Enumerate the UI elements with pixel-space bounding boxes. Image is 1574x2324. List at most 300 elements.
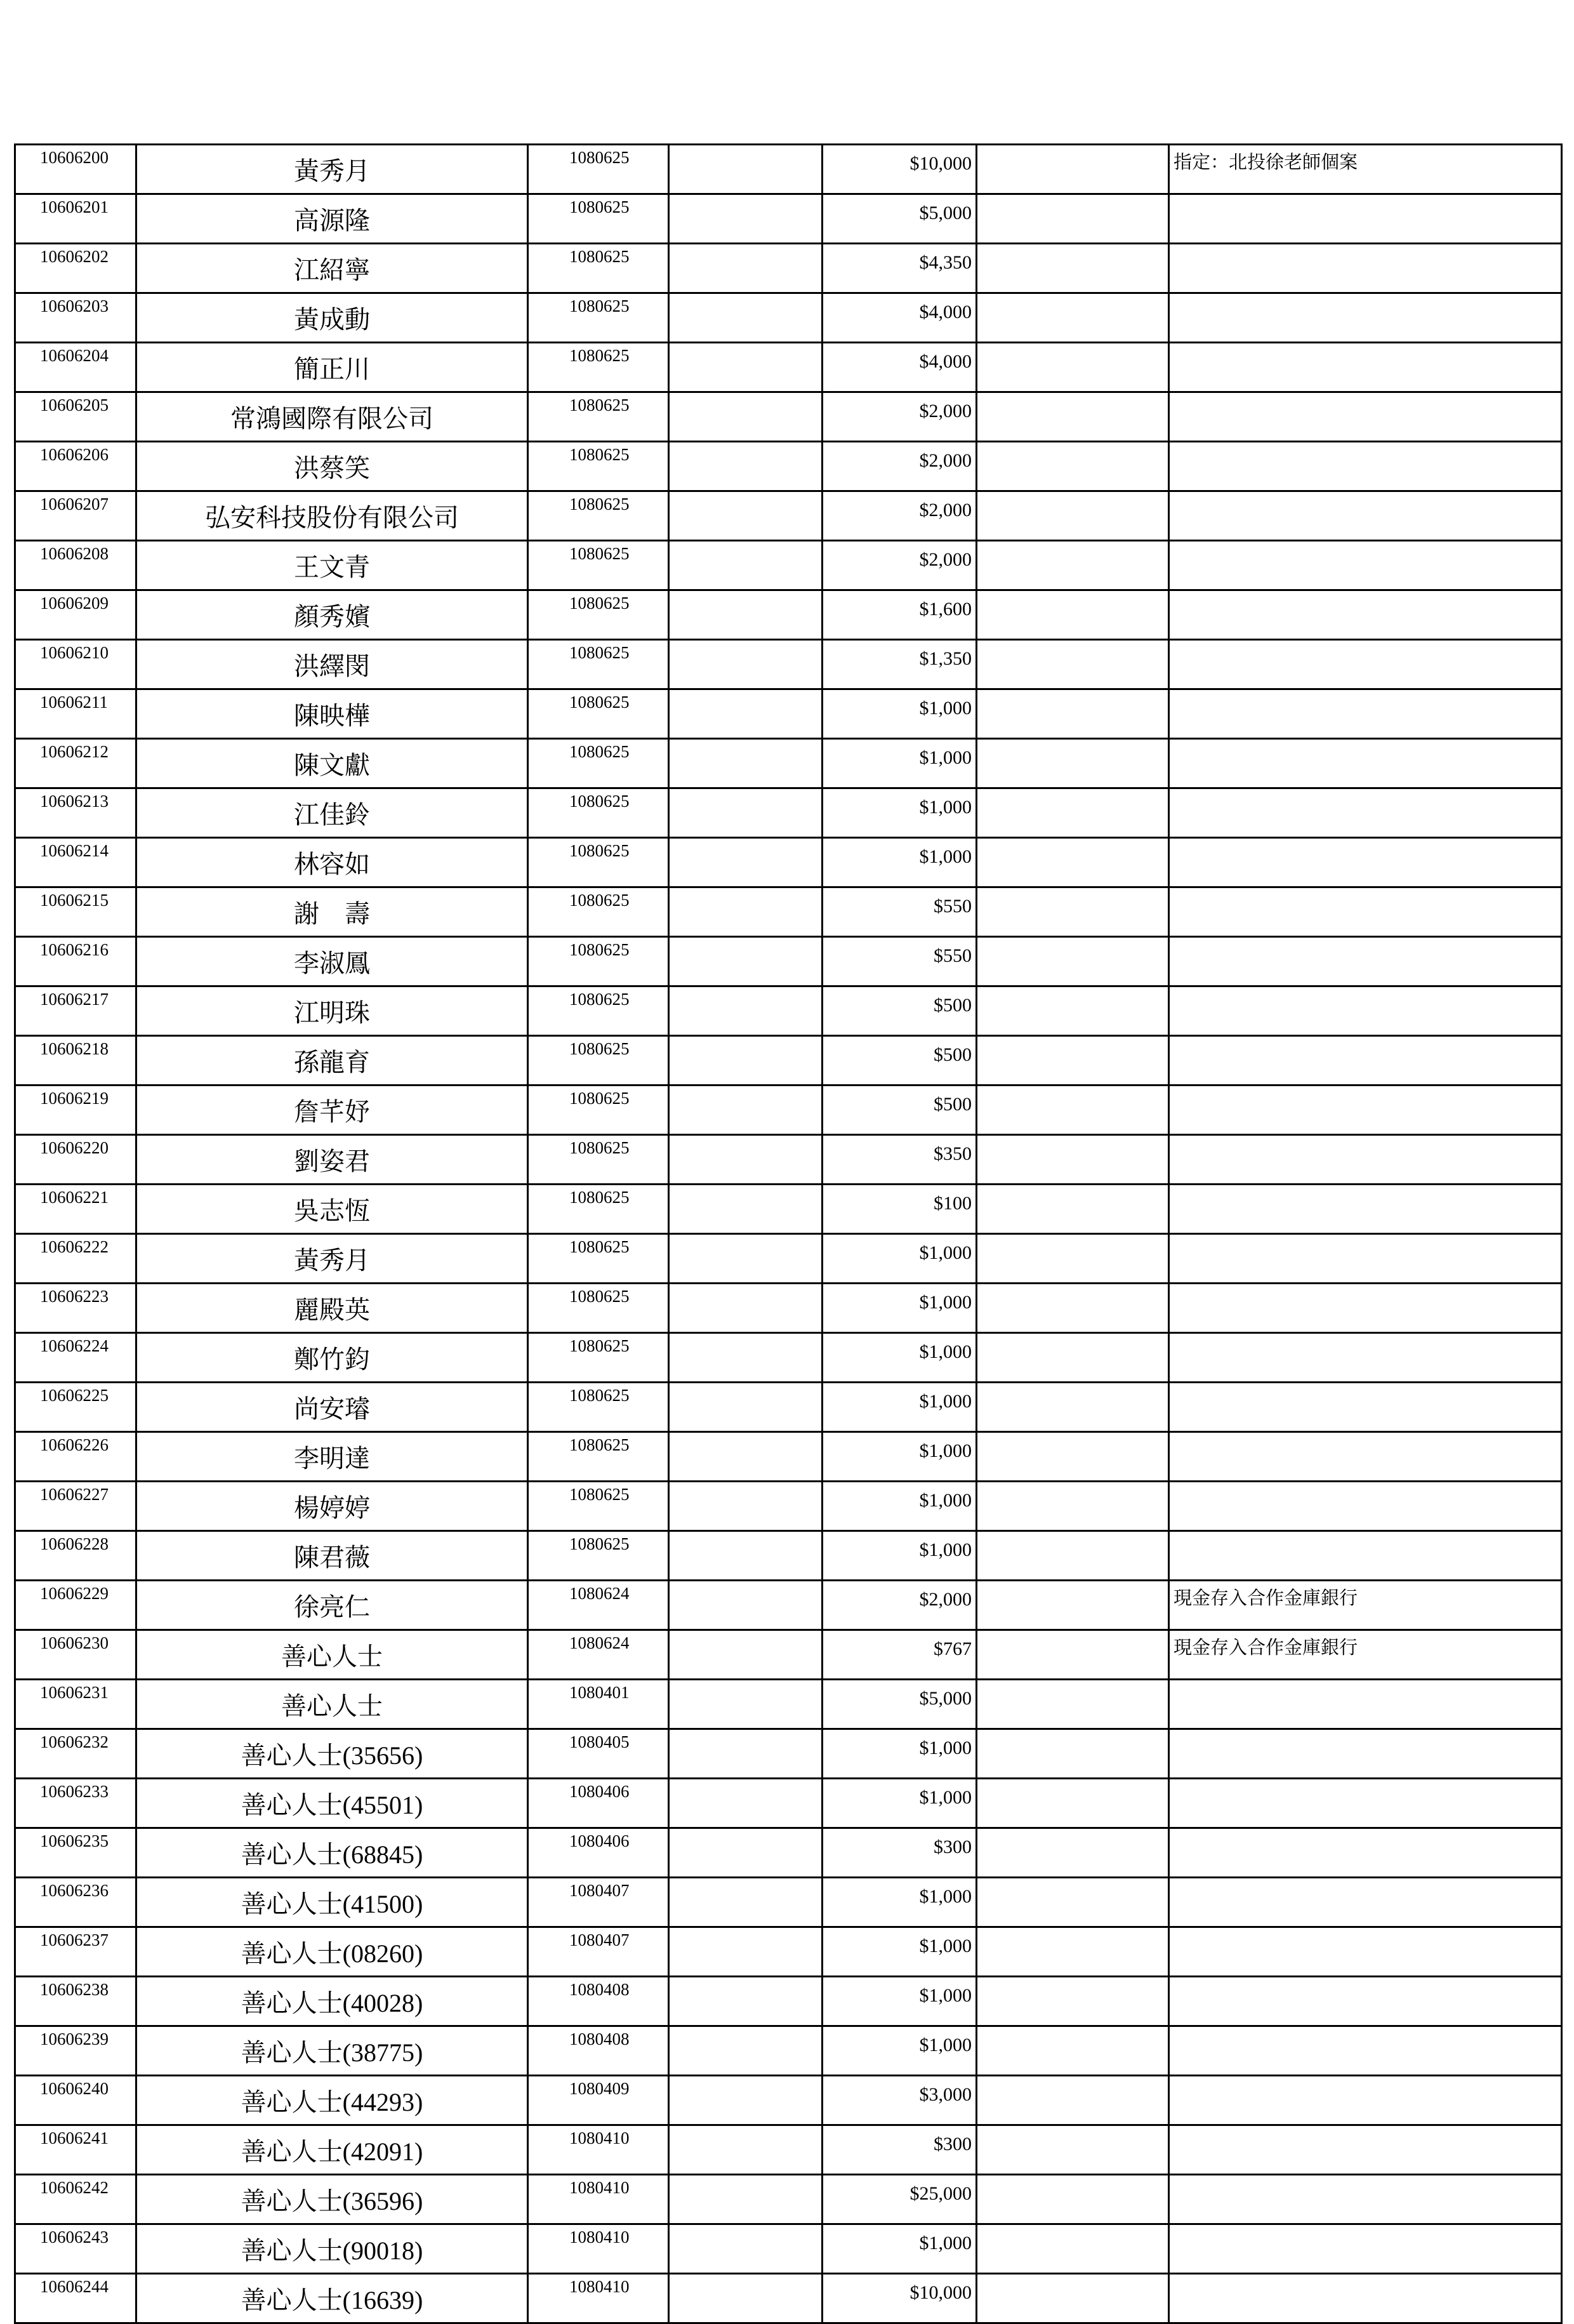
note-cell <box>1169 2175 1562 2224</box>
blank-cell <box>977 2026 1169 2076</box>
donation-date-cell: 1080625 <box>528 541 669 590</box>
blank-cell <box>669 194 823 244</box>
donor-name-cell: 洪繹閔 <box>136 640 528 689</box>
donor-name-cell: 劉姿君 <box>136 1135 528 1185</box>
receipt-number-cell: 10606222 <box>15 1234 136 1284</box>
table-row <box>15 1729 1562 1779</box>
receipt-number-cell: 10606201 <box>15 194 136 244</box>
donor-name-cell: 江紹寧 <box>136 244 528 293</box>
donor-name-cell: 吳志恆 <box>136 1185 528 1234</box>
blank-cell <box>977 2274 1169 2323</box>
table-row <box>15 640 1562 689</box>
donation-rows <box>15 145 1562 2323</box>
donation-date-cell: 1080625 <box>528 1333 669 1383</box>
receipt-number-cell: 10606217 <box>15 986 136 1036</box>
table-row <box>15 194 1562 244</box>
amount-cell: $1,000 <box>823 1729 977 1779</box>
blank-cell <box>669 1878 823 1927</box>
blank-cell <box>669 2125 823 2175</box>
donor-name-cell: 江佳鈴 <box>136 788 528 838</box>
donation-date-cell: 1080625 <box>528 1036 669 1086</box>
donation-date-cell: 1080408 <box>528 1977 669 2026</box>
donation-date-cell: 1080407 <box>528 1878 669 1927</box>
table-row <box>15 2175 1562 2224</box>
donor-name-cell: 黃秀月 <box>136 1234 528 1284</box>
receipt-number-cell: 10606215 <box>15 887 136 937</box>
note-cell <box>1169 739 1562 788</box>
donor-name-cell: 徐亮仁 <box>136 1581 528 1630</box>
blank-cell <box>977 491 1169 541</box>
donor-name-cell: 善心人士(45501) <box>136 1779 528 1828</box>
blank-cell <box>977 739 1169 788</box>
donor-name-cell: 善心人士(40028) <box>136 1977 528 2026</box>
receipt-number-cell: 10606225 <box>15 1383 136 1432</box>
amount-cell: $2,000 <box>823 442 977 491</box>
amount-cell: $500 <box>823 1086 977 1135</box>
blank-cell <box>669 2175 823 2224</box>
blank-cell <box>977 1531 1169 1581</box>
table-row <box>15 293 1562 343</box>
donation-date-cell: 1080407 <box>528 1927 669 1977</box>
table-row <box>15 145 1562 194</box>
note-cell <box>1169 194 1562 244</box>
blank-cell <box>977 343 1169 392</box>
receipt-number-cell: 10606227 <box>15 1482 136 1531</box>
table-row <box>15 1432 1562 1482</box>
note-cell <box>1169 1135 1562 1185</box>
donation-date-cell: 1080625 <box>528 145 669 194</box>
receipt-number-cell: 10606202 <box>15 244 136 293</box>
blank-cell <box>669 689 823 739</box>
blank-cell <box>669 937 823 986</box>
donation-table <box>14 143 1563 2324</box>
donation-date-cell: 1080410 <box>528 2125 669 2175</box>
receipt-number-cell: 10606236 <box>15 1878 136 1927</box>
receipt-number-cell: 10606207 <box>15 491 136 541</box>
receipt-number-cell: 10606204 <box>15 343 136 392</box>
blank-cell <box>669 2224 823 2274</box>
table-row <box>15 541 1562 590</box>
blank-cell <box>669 293 823 343</box>
table-row <box>15 1185 1562 1234</box>
donation-date-cell: 1080625 <box>528 640 669 689</box>
blank-cell <box>669 1234 823 1284</box>
blank-cell <box>977 244 1169 293</box>
amount-cell: $1,000 <box>823 838 977 887</box>
table-row <box>15 2224 1562 2274</box>
table-row <box>15 343 1562 392</box>
blank-cell <box>977 1432 1169 1482</box>
blank-cell <box>669 1482 823 1531</box>
table-row <box>15 1630 1562 1680</box>
blank-cell <box>669 640 823 689</box>
blank-cell <box>669 1036 823 1086</box>
table-row <box>15 1482 1562 1531</box>
blank-cell <box>977 887 1169 937</box>
donor-name-cell: 顏秀嬪 <box>136 590 528 640</box>
donation-date-cell: 1080410 <box>528 2175 669 2224</box>
donor-name-cell: 孫龍育 <box>136 1036 528 1086</box>
blank-cell <box>977 838 1169 887</box>
amount-cell: $25,000 <box>823 2175 977 2224</box>
donation-date-cell: 1080625 <box>528 1135 669 1185</box>
donor-name-cell: 高源隆 <box>136 194 528 244</box>
amount-cell: $767 <box>823 1630 977 1680</box>
donor-name-cell: 林容如 <box>136 838 528 887</box>
blank-cell <box>977 392 1169 442</box>
note-cell: 現金存入合作金庫銀行 <box>1169 1581 1562 1630</box>
donor-name-cell: 善心人士(90018) <box>136 2224 528 2274</box>
donor-name-cell: 詹芊妤 <box>136 1086 528 1135</box>
amount-cell: $1,000 <box>823 2224 977 2274</box>
blank-cell <box>669 145 823 194</box>
blank-cell <box>977 1828 1169 1878</box>
donation-date-cell: 1080625 <box>528 293 669 343</box>
note-cell <box>1169 590 1562 640</box>
donor-name-cell: 洪蔡笑 <box>136 442 528 491</box>
amount-cell: $10,000 <box>823 2274 977 2323</box>
receipt-number-cell: 10606241 <box>15 2125 136 2175</box>
blank-cell <box>977 590 1169 640</box>
donation-date-cell: 1080625 <box>528 1284 669 1333</box>
blank-cell <box>977 1581 1169 1630</box>
table-row <box>15 392 1562 442</box>
amount-cell: $2,000 <box>823 1581 977 1630</box>
donation-date-cell: 1080409 <box>528 2076 669 2125</box>
blank-cell <box>977 1284 1169 1333</box>
blank-cell <box>977 1977 1169 2026</box>
blank-cell <box>669 838 823 887</box>
table-row <box>15 590 1562 640</box>
receipt-number-cell: 10606209 <box>15 590 136 640</box>
amount-cell: $1,000 <box>823 1927 977 1977</box>
blank-cell <box>669 1135 823 1185</box>
blank-cell <box>977 1927 1169 1977</box>
donor-name-cell: 謝 壽 <box>136 887 528 937</box>
receipt-number-cell: 10606224 <box>15 1333 136 1383</box>
table-row <box>15 244 1562 293</box>
blank-cell <box>669 1333 823 1383</box>
blank-cell <box>977 1779 1169 1828</box>
donor-name-cell: 善心人士(38775) <box>136 2026 528 2076</box>
amount-cell: $550 <box>823 937 977 986</box>
receipt-number-cell: 10606206 <box>15 442 136 491</box>
amount-cell: $5,000 <box>823 1680 977 1729</box>
blank-cell <box>977 986 1169 1036</box>
receipt-number-cell: 10606210 <box>15 640 136 689</box>
table-row <box>15 1383 1562 1432</box>
receipt-number-cell: 10606243 <box>15 2224 136 2274</box>
table-row <box>15 788 1562 838</box>
note-cell <box>1169 244 1562 293</box>
donor-name-cell: 王文青 <box>136 541 528 590</box>
donation-date-cell: 1080625 <box>528 1482 669 1531</box>
note-cell <box>1169 1383 1562 1432</box>
receipt-number-cell: 10606238 <box>15 1977 136 2026</box>
amount-cell: $1,000 <box>823 739 977 788</box>
note-cell <box>1169 1680 1562 1729</box>
receipt-number-cell: 10606223 <box>15 1284 136 1333</box>
amount-cell: $300 <box>823 1828 977 1878</box>
donation-date-cell: 1080625 <box>528 343 669 392</box>
note-cell <box>1169 838 1562 887</box>
amount-cell: $1,000 <box>823 1432 977 1482</box>
blank-cell <box>977 689 1169 739</box>
blank-cell <box>977 541 1169 590</box>
blank-cell <box>977 2175 1169 2224</box>
donor-name-cell: 善心人士 <box>136 1630 528 1680</box>
blank-cell <box>669 442 823 491</box>
donation-date-cell: 1080410 <box>528 2224 669 2274</box>
note-cell <box>1169 491 1562 541</box>
amount-cell: $2,000 <box>823 392 977 442</box>
donation-date-cell: 1080625 <box>528 1234 669 1284</box>
note-cell <box>1169 1284 1562 1333</box>
amount-cell: $3,000 <box>823 2076 977 2125</box>
blank-cell <box>977 2076 1169 2125</box>
note-cell <box>1169 541 1562 590</box>
table-row <box>15 491 1562 541</box>
amount-cell: $550 <box>823 887 977 937</box>
blank-cell <box>669 541 823 590</box>
note-cell <box>1169 2125 1562 2175</box>
amount-cell: $500 <box>823 1036 977 1086</box>
blank-cell <box>977 1878 1169 1927</box>
amount-cell: $100 <box>823 1185 977 1234</box>
blank-cell <box>669 1927 823 1977</box>
note-cell <box>1169 343 1562 392</box>
amount-cell: $5,000 <box>823 194 977 244</box>
blank-cell <box>977 1482 1169 1531</box>
receipt-number-cell: 10606226 <box>15 1432 136 1482</box>
receipt-number-cell: 10606230 <box>15 1630 136 1680</box>
amount-cell: $500 <box>823 986 977 1036</box>
donor-name-cell: 善心人士(36596) <box>136 2175 528 2224</box>
blank-cell <box>669 1630 823 1680</box>
donation-date-cell: 1080625 <box>528 392 669 442</box>
donor-name-cell: 李淑鳳 <box>136 937 528 986</box>
table-row <box>15 1135 1562 1185</box>
donation-date-cell: 1080410 <box>528 2274 669 2323</box>
blank-cell <box>977 293 1169 343</box>
table-row <box>15 739 1562 788</box>
amount-cell: $1,000 <box>823 1977 977 2026</box>
table-row <box>15 1333 1562 1383</box>
blank-cell <box>977 1630 1169 1680</box>
receipt-number-cell: 10606220 <box>15 1135 136 1185</box>
amount-cell: $1,000 <box>823 689 977 739</box>
receipt-number-cell: 10606208 <box>15 541 136 590</box>
donor-name-cell: 江明珠 <box>136 986 528 1036</box>
blank-cell <box>669 2274 823 2323</box>
blank-cell <box>977 1680 1169 1729</box>
blank-cell <box>977 1234 1169 1284</box>
donation-date-cell: 1080405 <box>528 1729 669 1779</box>
receipt-number-cell: 10606235 <box>15 1828 136 1878</box>
blank-cell <box>977 2125 1169 2175</box>
note-cell <box>1169 1977 1562 2026</box>
table-row <box>15 937 1562 986</box>
donation-date-cell: 1080625 <box>528 739 669 788</box>
note-cell <box>1169 1828 1562 1878</box>
donor-name-cell: 善心人士(08260) <box>136 1927 528 1977</box>
table-row <box>15 1581 1562 1630</box>
note-cell <box>1169 1036 1562 1086</box>
donation-date-cell: 1080625 <box>528 590 669 640</box>
note-cell <box>1169 887 1562 937</box>
note-cell <box>1169 1185 1562 1234</box>
receipt-number-cell: 10606214 <box>15 838 136 887</box>
note-cell <box>1169 1927 1562 1977</box>
donor-name-cell: 鄭竹鈞 <box>136 1333 528 1383</box>
amount-cell: $1,000 <box>823 1878 977 1927</box>
amount-cell: $10,000 <box>823 145 977 194</box>
donation-date-cell: 1080625 <box>528 937 669 986</box>
blank-cell <box>977 1383 1169 1432</box>
blank-cell <box>669 1383 823 1432</box>
note-cell <box>1169 442 1562 491</box>
table-row <box>15 689 1562 739</box>
donor-name-cell: 黃秀月 <box>136 145 528 194</box>
donation-date-cell: 1080624 <box>528 1581 669 1630</box>
note-cell <box>1169 293 1562 343</box>
blank-cell <box>977 1086 1169 1135</box>
donor-name-cell: 尚安璿 <box>136 1383 528 1432</box>
donation-date-cell: 1080406 <box>528 1828 669 1878</box>
blank-cell <box>669 2076 823 2125</box>
table-row <box>15 1036 1562 1086</box>
blank-cell <box>669 1086 823 1135</box>
receipt-number-cell: 10606242 <box>15 2175 136 2224</box>
table-row <box>15 986 1562 1036</box>
table-row <box>15 1531 1562 1581</box>
note-cell <box>1169 1878 1562 1927</box>
blank-cell <box>669 1284 823 1333</box>
donor-name-cell: 陳君薇 <box>136 1531 528 1581</box>
note-cell <box>1169 1086 1562 1135</box>
table-row <box>15 2274 1562 2323</box>
blank-cell <box>669 1977 823 2026</box>
donor-name-cell: 楊婷婷 <box>136 1482 528 1531</box>
note-cell <box>1169 1432 1562 1482</box>
blank-cell <box>977 194 1169 244</box>
donation-date-cell: 1080625 <box>528 1383 669 1432</box>
donation-date-cell: 1080625 <box>528 986 669 1036</box>
receipt-number-cell: 10606200 <box>15 145 136 194</box>
donation-date-cell: 1080408 <box>528 2026 669 2076</box>
donation-date-cell: 1080625 <box>528 838 669 887</box>
table-row <box>15 442 1562 491</box>
amount-cell: $1,000 <box>823 1779 977 1828</box>
donation-date-cell: 1080401 <box>528 1680 669 1729</box>
amount-cell: $1,000 <box>823 1234 977 1284</box>
table-row <box>15 1284 1562 1333</box>
amount-cell: $2,000 <box>823 491 977 541</box>
donor-name-cell: 陳映樺 <box>136 689 528 739</box>
blank-cell <box>669 1779 823 1828</box>
note-cell <box>1169 937 1562 986</box>
receipt-number-cell: 10606219 <box>15 1086 136 1135</box>
blank-cell <box>977 640 1169 689</box>
note-cell <box>1169 2274 1562 2323</box>
note-cell <box>1169 788 1562 838</box>
receipt-number-cell: 10606211 <box>15 689 136 739</box>
note-cell <box>1169 1234 1562 1284</box>
donation-date-cell: 1080624 <box>528 1630 669 1680</box>
receipt-number-cell: 10606237 <box>15 1927 136 1977</box>
amount-cell: $4,350 <box>823 244 977 293</box>
amount-cell: $300 <box>823 2125 977 2175</box>
amount-cell: $1,000 <box>823 1531 977 1581</box>
receipt-number-cell: 10606212 <box>15 739 136 788</box>
blank-cell <box>669 1680 823 1729</box>
note-cell <box>1169 1482 1562 1531</box>
donor-name-cell: 簡正川 <box>136 343 528 392</box>
note-cell: 現金存入合作金庫銀行 <box>1169 1630 1562 1680</box>
note-cell <box>1169 1779 1562 1828</box>
blank-cell <box>669 491 823 541</box>
receipt-number-cell: 10606218 <box>15 1036 136 1086</box>
receipt-number-cell: 10606239 <box>15 2026 136 2076</box>
blank-cell <box>977 2224 1169 2274</box>
blank-cell <box>977 788 1169 838</box>
blank-cell <box>669 392 823 442</box>
donation-date-cell: 1080625 <box>528 887 669 937</box>
table-row <box>15 1086 1562 1135</box>
blank-cell <box>669 343 823 392</box>
receipt-number-cell: 10606205 <box>15 392 136 442</box>
receipt-number-cell: 10606233 <box>15 1779 136 1828</box>
note-cell <box>1169 689 1562 739</box>
table-row <box>15 1779 1562 1828</box>
receipt-number-cell: 10606203 <box>15 293 136 343</box>
amount-cell: $1,600 <box>823 590 977 640</box>
receipt-number-cell: 10606244 <box>15 2274 136 2323</box>
donor-name-cell: 善心人士(41500) <box>136 1878 528 1927</box>
receipt-number-cell: 10606213 <box>15 788 136 838</box>
note-cell <box>1169 2224 1562 2274</box>
table-row <box>15 887 1562 937</box>
amount-cell: $1,000 <box>823 1333 977 1383</box>
blank-cell <box>669 1185 823 1234</box>
donor-name-cell: 常鴻國際有限公司 <box>136 392 528 442</box>
donor-name-cell: 善心人士(44293) <box>136 2076 528 2125</box>
note-cell <box>1169 1333 1562 1383</box>
table-row <box>15 1680 1562 1729</box>
blank-cell <box>669 986 823 1036</box>
receipt-number-cell: 10606232 <box>15 1729 136 1779</box>
amount-cell: $4,000 <box>823 343 977 392</box>
receipt-number-cell: 10606221 <box>15 1185 136 1234</box>
donation-date-cell: 1080625 <box>528 442 669 491</box>
donation-date-cell: 1080625 <box>528 1531 669 1581</box>
donation-date-cell: 1080625 <box>528 194 669 244</box>
blank-cell <box>669 590 823 640</box>
note-cell <box>1169 2076 1562 2125</box>
table-row <box>15 1927 1562 1977</box>
donation-date-cell: 1080625 <box>528 788 669 838</box>
blank-cell <box>977 1036 1169 1086</box>
table-row <box>15 1234 1562 1284</box>
amount-cell: $1,000 <box>823 1284 977 1333</box>
amount-cell: $4,000 <box>823 293 977 343</box>
donation-date-cell: 1080625 <box>528 689 669 739</box>
donor-name-cell: 善心人士 <box>136 1680 528 1729</box>
table-row <box>15 1828 1562 1878</box>
note-cell <box>1169 986 1562 1036</box>
note-cell: 指定：北投徐老師個案 <box>1169 145 1562 194</box>
donor-name-cell: 弘安科技股份有限公司 <box>136 491 528 541</box>
